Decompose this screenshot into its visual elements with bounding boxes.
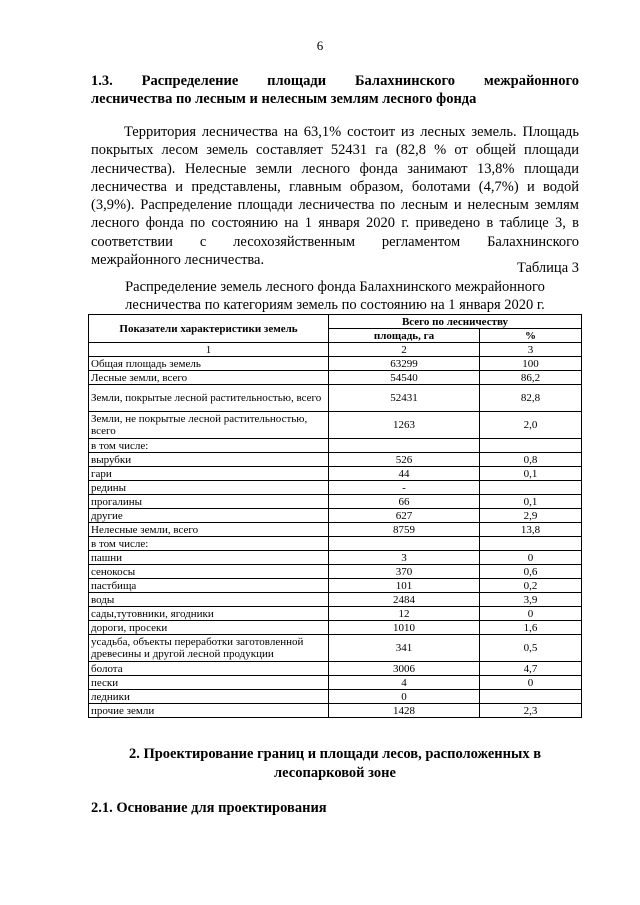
table-row bbox=[89, 704, 582, 718]
table-row bbox=[89, 635, 582, 662]
table-cell-label: прочие земли bbox=[89, 704, 329, 718]
table-cell-label: гари bbox=[89, 467, 329, 481]
table-row bbox=[89, 357, 582, 371]
table-cell-label: пастбища bbox=[89, 579, 329, 593]
paragraph-line: Территория лесничества на 63,1% состоит из лесных земель. Площадь bbox=[124, 124, 579, 140]
table-cell-area bbox=[329, 439, 480, 453]
table-row bbox=[89, 607, 582, 621]
table-row bbox=[89, 371, 582, 385]
table-cell-pct: 0,6 bbox=[480, 565, 582, 579]
table-cell-label: пески bbox=[89, 676, 329, 690]
heading-section-2-line-2: лесопарковой зоне bbox=[274, 765, 396, 781]
table-cell-area: 341 bbox=[329, 635, 480, 662]
table-cell-label: в том числе: bbox=[89, 537, 329, 551]
table-row bbox=[89, 467, 582, 481]
table-cell-label: дороги, просеки bbox=[89, 621, 329, 635]
column-number: 1 bbox=[89, 343, 329, 357]
table-cell-area: 12 bbox=[329, 607, 480, 621]
table-cell-label: ледники bbox=[89, 690, 329, 704]
table-caption bbox=[91, 278, 579, 314]
table-column-numbers-row bbox=[89, 343, 582, 357]
table-cell-area: 526 bbox=[329, 453, 480, 467]
paragraph-line: лесничества). Нелесные земли лесного фонда занимают 13,8% площади bbox=[91, 160, 579, 177]
table-cell-area: 44 bbox=[329, 467, 480, 481]
table-cell-area bbox=[329, 537, 480, 551]
table-cell-pct: 0 bbox=[480, 551, 582, 565]
table-cell-label: редины bbox=[89, 481, 329, 495]
paragraph-line: лесничества и представлены, главным образом, болотами (4,7%) и водой bbox=[91, 178, 579, 195]
table-cell-pct: 0 bbox=[480, 607, 582, 621]
table-row bbox=[89, 439, 582, 453]
table-cell-label: вырубки bbox=[89, 453, 329, 467]
table-cell-pct bbox=[480, 439, 582, 453]
table-cell-area: 0 bbox=[329, 690, 480, 704]
heading-section-2 bbox=[91, 745, 579, 783]
table-cell-area: 8759 bbox=[329, 523, 480, 537]
table-cell-pct: 2,3 bbox=[480, 704, 582, 718]
table-caption-line-1: Распределение земель лесного фонда Балахнинского межрайонного bbox=[125, 279, 545, 295]
paragraph-line: лесного фонда по состоянию на 1 января 2020 г. приведено в таблице 3, в bbox=[91, 215, 579, 232]
table-row bbox=[89, 621, 582, 635]
table-cell-pct: 4,7 bbox=[480, 662, 582, 676]
table-row bbox=[89, 481, 582, 495]
table-cell-label: другие bbox=[89, 509, 329, 523]
heading-section-2-1: 2.1. Основание для проектирования bbox=[91, 800, 327, 816]
table-row bbox=[89, 385, 582, 412]
paragraph-line: покрытых лесом земель составляет 52431 га (82,8 % от общей площади bbox=[91, 142, 579, 159]
table-cell-pct: 0,8 bbox=[480, 453, 582, 467]
table-cell-label: Лесные земли, всего bbox=[89, 371, 329, 385]
header-indicators: Показатели характеристики земель bbox=[89, 315, 329, 343]
table-row bbox=[89, 551, 582, 565]
table-cell-pct: 100 bbox=[480, 357, 582, 371]
table-cell-pct: 2,9 bbox=[480, 509, 582, 523]
table-cell-pct: 1,6 bbox=[480, 621, 582, 635]
table-row bbox=[89, 537, 582, 551]
column-number: 3 bbox=[480, 343, 582, 357]
header-percent: % bbox=[480, 329, 582, 343]
header-area: площадь, га bbox=[329, 329, 480, 343]
table-cell-pct: 0,1 bbox=[480, 467, 582, 481]
table-cell-area: - bbox=[329, 481, 480, 495]
table-cell-label: Земли, не покрытые лесной растительностью, всего bbox=[89, 412, 329, 439]
table-cell-area: 1263 bbox=[329, 412, 480, 439]
body-paragraph bbox=[91, 123, 579, 269]
section-title-line-1: 1.3. Распределение площади Балахнинского межрайонного bbox=[91, 73, 579, 89]
table-cell-pct bbox=[480, 481, 582, 495]
section-title-line-2: лесничества по лесным и нелесным землям лесного фонда bbox=[91, 91, 477, 107]
table-cell-pct: 2,0 bbox=[480, 412, 582, 439]
table-row bbox=[89, 676, 582, 690]
table-cell-label: в том числе: bbox=[89, 439, 329, 453]
table-cell-pct bbox=[480, 690, 582, 704]
table-row bbox=[89, 523, 582, 537]
table-cell-area: 627 bbox=[329, 509, 480, 523]
table-row bbox=[89, 565, 582, 579]
table-cell-area: 54540 bbox=[329, 371, 480, 385]
column-number: 2 bbox=[329, 343, 480, 357]
table-cell-label: Общая площадь земель bbox=[89, 357, 329, 371]
table-row bbox=[89, 412, 582, 439]
table-cell-label: Нелесные земли, всего bbox=[89, 523, 329, 537]
table-cell-label: усадьба, объекты переработки заготовленной древесины и другой лесной продукции bbox=[89, 635, 329, 662]
paragraph-line: (3,9%). Распределение площади лесничества по лесным и нелесным землям bbox=[91, 197, 579, 214]
table-cell-area: 52431 bbox=[329, 385, 480, 412]
table-row bbox=[89, 495, 582, 509]
table-caption-line-2: лесничества по категориям земель по состоянию на 1 января 2020 г. bbox=[125, 297, 545, 313]
table-cell-label: воды bbox=[89, 593, 329, 607]
table-cell-area: 3006 bbox=[329, 662, 480, 676]
paragraph-line: соответствии с лесохозяйственным регламентом Балахнинского bbox=[91, 233, 579, 250]
table-cell-pct: 13,8 bbox=[480, 523, 582, 537]
header-total: Всего по лесничеству bbox=[329, 315, 582, 329]
table-cell-area: 1428 bbox=[329, 704, 480, 718]
table-cell-area: 66 bbox=[329, 495, 480, 509]
table-row bbox=[89, 593, 582, 607]
table-cell-label: Земли, покрытые лесной растительностью, всего bbox=[89, 385, 329, 412]
table-cell-area: 4 bbox=[329, 676, 480, 690]
table-cell-label: болота bbox=[89, 662, 329, 676]
table-cell-area: 101 bbox=[329, 579, 480, 593]
table-cell-pct bbox=[480, 537, 582, 551]
table-cell-area: 1010 bbox=[329, 621, 480, 635]
table-cell-label: сады,тутовники, ягодники bbox=[89, 607, 329, 621]
heading-section-2-line-1: 2. Проектирование границ и площади лесов, расположенных в bbox=[128, 746, 542, 762]
land-distribution-table bbox=[88, 314, 582, 718]
table-cell-label: прогалины bbox=[89, 495, 329, 509]
table-cell-pct: 0,5 bbox=[480, 635, 582, 662]
page-number: 6 bbox=[316, 38, 324, 53]
table-header-row bbox=[89, 315, 582, 329]
table-cell-area: 370 bbox=[329, 565, 480, 579]
table-row bbox=[89, 453, 582, 467]
table-cell-pct: 0,1 bbox=[480, 495, 582, 509]
table-cell-label: пашни bbox=[89, 551, 329, 565]
paragraph-line: межрайонного лесничества. bbox=[91, 252, 265, 269]
table-cell-area: 63299 bbox=[329, 357, 480, 371]
table-cell-label: сенокосы bbox=[89, 565, 329, 579]
table-row bbox=[89, 509, 582, 523]
table-cell-area: 2484 bbox=[329, 593, 480, 607]
table-row bbox=[89, 690, 582, 704]
table-cell-pct: 0 bbox=[480, 676, 582, 690]
table-cell-area: 3 bbox=[329, 551, 480, 565]
table-cell-pct: 0,2 bbox=[480, 579, 582, 593]
table-number: Таблица 3 bbox=[516, 260, 579, 276]
table-cell-pct: 86,2 bbox=[480, 371, 582, 385]
table-row bbox=[89, 662, 582, 676]
table-row bbox=[89, 579, 582, 593]
table-cell-pct: 82,8 bbox=[480, 385, 582, 412]
table-cell-pct: 3,9 bbox=[480, 593, 582, 607]
